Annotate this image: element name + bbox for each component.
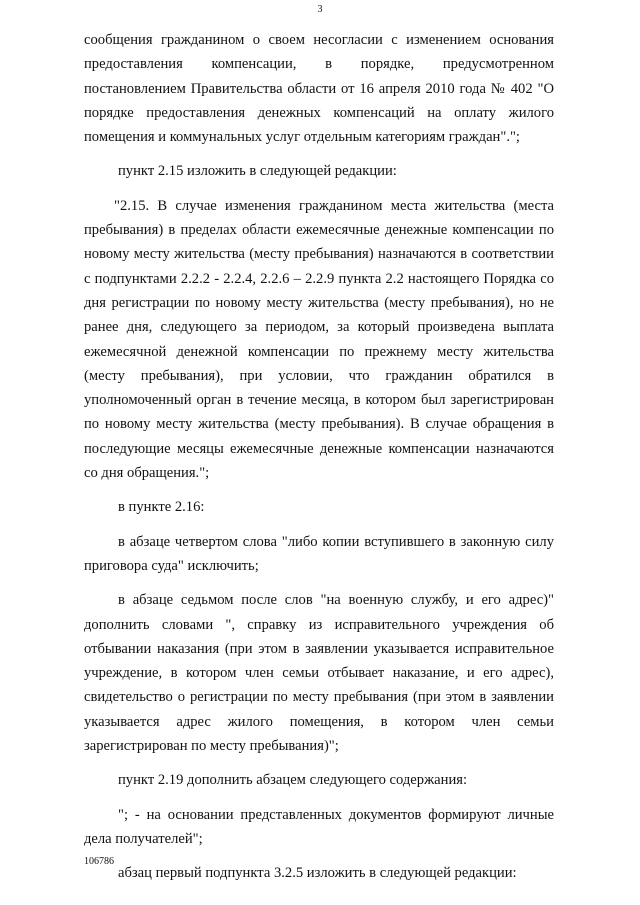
paragraph-continuation: сообщения гражданином о своем несогласии с изменением основания предоставления компенсации, в порядке, предусмотренном постановлением Правительства области от 16 апреля 2010 года № 402 "О порядке предоставления денежных компенсаций на оплату жилого помещения и коммунальных услуг отдельным категориям граждан"."; xyxy=(84,32,554,146)
paragraph-quote-2-19: "; - на основании представленных документов формируют личные дела получателей"; xyxy=(84,806,554,847)
footer-document-code: 106786 xyxy=(84,856,114,867)
page-number: 3 xyxy=(317,4,323,15)
paragraph-quote-2-15: "2.15. В случае изменения гражданином места жительства (места пребывания) в пределах области ежемесячные денежные компенсации по новому месту жительства (месту пребывания) назначаются в соответствии с подпунктами 2.2.2 - 2.2.4, 2.2.6 – 2.2.9 пункта 2.2 настоящего Порядка со дня регистрации по новому месту жительства (месту пребывания), но не ранее дня, следующего за периодом, за который произведена выплата ежемесячной денежной компенсации по прежнему месту жительства (месту пребывания), при условии, что гражданин обратился в уполномоченный орган в течение месяца, в котором был зарегистрирован по новому месту жительства (месту пребывания). В случае обращения в последующие месяцы ежемесячные денежные компенсации назначаются со дня обращения."; xyxy=(84,197,554,482)
document-body xyxy=(84,28,554,896)
paragraph-abzac-7: в абзаце седьмом после слов "на военную службу, и его адрес)" дополнить словами ", справку из исправительного учреждения об отбывании наказания (при этом в заявлении указывается исправительное учреждение, в котором член семьи отбывает наказание, и его адрес), свидетельство о регистрации по месту пребывания (при этом в заявлении указывается адрес жилого помещения, в котором член семьи зарегистрирован по месту пребывания)"; xyxy=(84,592,554,755)
paragraph-item-2-16: в пункте 2.16: xyxy=(118,499,205,516)
paragraph-item-2-19: пункт 2.19 дополнить абзацем следующего содержания: xyxy=(118,772,468,789)
paragraph-item-2-15: пункт 2.15 изложить в следующей редакции: xyxy=(118,163,397,180)
paragraph-abzac-4: в абзаце четвертом слова "либо копии вступившего в законную силу приговора суда" исключить; xyxy=(84,533,554,574)
paragraph-subitem-3-2-5: абзац первый подпункта 3.2.5 изложить в следующей редакции: xyxy=(118,865,517,882)
